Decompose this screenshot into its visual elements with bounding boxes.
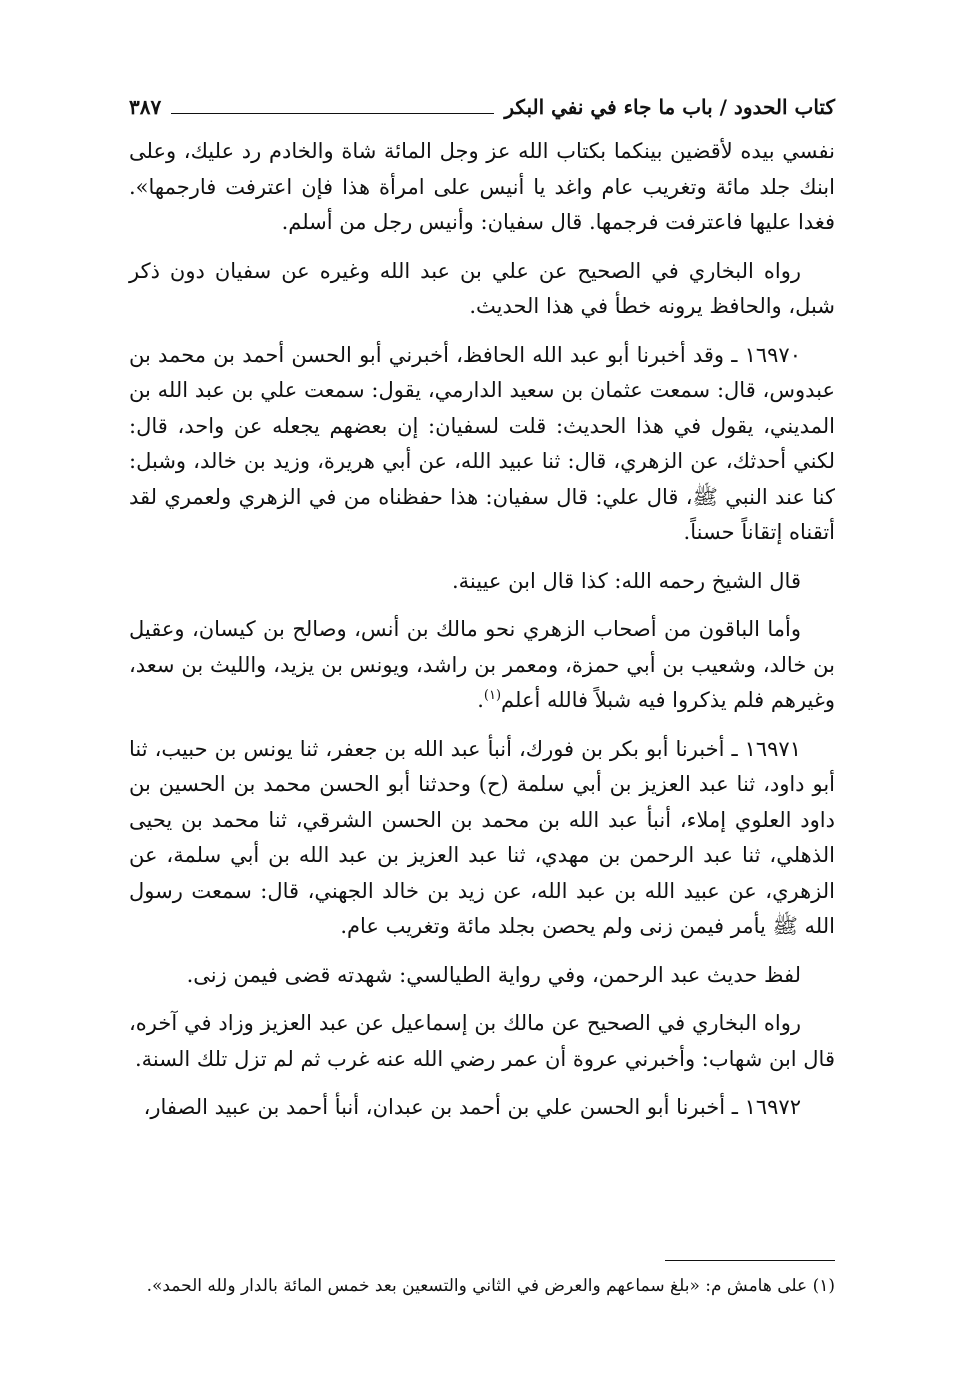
running-header: [129, 92, 835, 122]
paragraph-shaykh: قال الشيخ رحمه الله: كذا قال ابن عيينة.: [451, 568, 801, 593]
paragraph-bukhari: رواه البخاري في الصحيح عن مالك بن إسماعيل عن عبد العزيز وزاد في آخره، قال ابن شهاب: وأخبرني عروة أن عمر رضي الله عنه غرب ثم لم تزل تلك السنة.: [129, 1011, 835, 1071]
hadith-16970: ١٦٩٧٠ ـ وقد أخبرنا أبو عبد الله الحافظ، أخبرني أبو الحسن أحمد بن محمد بن عبدوس، قال: سمعت عثمان بن سعيد الدارمي، يقول: سمعت علي بن عبد الله بن المديني، يقول في هذا الحديث: قلت لسفيان: إن بعضهم يجعله عن واحد، قال: لكني أحدثك، عن الزهري، قال: ثنا عبيد الله، عن أبي هريرة، وزيد بن خالد، وشبل: كنا عند النبي ﷺ، قال علي: قال سفيان: هذا حفظناه من في الزهري ولعمري لقد أتقناه إتقاناً حسناً.: [129, 342, 835, 544]
paragraph-baqun: [129, 612, 835, 719]
paragraph-lafz: لفظ حديث عبد الرحمن، وفي رواية الطيالسي: شهدته قضى فيمن زنى.: [186, 962, 801, 987]
chapter-title: كتاب الحدود / باب ما جاء في نفي البكر: [504, 95, 835, 119]
paragraph-1: نفسي بيده لأقضين بينكما بكتاب الله عز وجل المائة شاة والخادم رد عليك، وعلى ابنك جلد مائة وتغريب عام واغد يا أنيس على امرأة هذا فإن اعترفت فارجمها». فغدا عليها فاعترفت فرجمها. قال سفيان: وأنيس رجل من أسلم.: [129, 139, 835, 234]
main-text: [129, 134, 835, 1126]
paragraph-2: رواه البخاري في الصحيح عن علي بن عبد الله وغيره عن سفيان دون ذكر شبل، والحافظ يرونه خطأ في هذا الحديث.: [129, 258, 835, 318]
header-rule: [171, 113, 494, 114]
footnote-ref[interactable]: (١): [483, 688, 502, 703]
hadith-16972: ١٦٩٧٢ ـ أخبرنا أبو الحسن علي بن أحمد بن عبدان، أنبأ أحمد بن عبيد الصفار،: [143, 1095, 801, 1119]
paragraph-baqun-text: وأما الباقون من أصحاب الزهري نحو مالك بن أنس، وصالح بن كيسان، وعقيل بن خالد، وشعيب بن أبي حمزة، ومعمر بن راشد، ويونس بن يزيد، والليث بن سعد، وغيرهم فلم يذكروا فيه شبلاً فالله أعلم: [129, 617, 835, 712]
footnote: (١) على هامش م: «بلغ سماعهم والعرض في الثاني والتسعين بعد خمس المائة بالدار ولله الحمد».: [146, 1276, 835, 1296]
hadith-16971: ١٦٩٧١ ـ أخبرنا أبو بكر بن فورك، أنبأ عبد الله بن جعفر، ثنا يونس بن حبيب، ثنا أبو داود، ثنا عبد العزيز بن أبي سلمة (ح) وحدثنا أبو الحسن محمد بن الحسين بن داود العلوي إملاء، أنبأ عبد الله بن محمد بن الحسن الشرقي، ثنا محمد بن يحيى الذهلي، ثنا عبد الرحمن بن مهدي، ثنا عبد العزيز بن عبد الله بن أبي سلمة، عن الزهري، عن عبيد الله بن عبد الله، عن زيد بن خالد الجهني، قال: سمعت رسول الله ﷺ يأمر فيمن زنى ولم يحصن بجلد مائة وتغريب عام.: [129, 736, 835, 938]
page-number: ٣٨٧: [129, 95, 162, 119]
paragraph-baqun-tail: .: [477, 688, 484, 712]
footnote-separator: [665, 1260, 835, 1261]
